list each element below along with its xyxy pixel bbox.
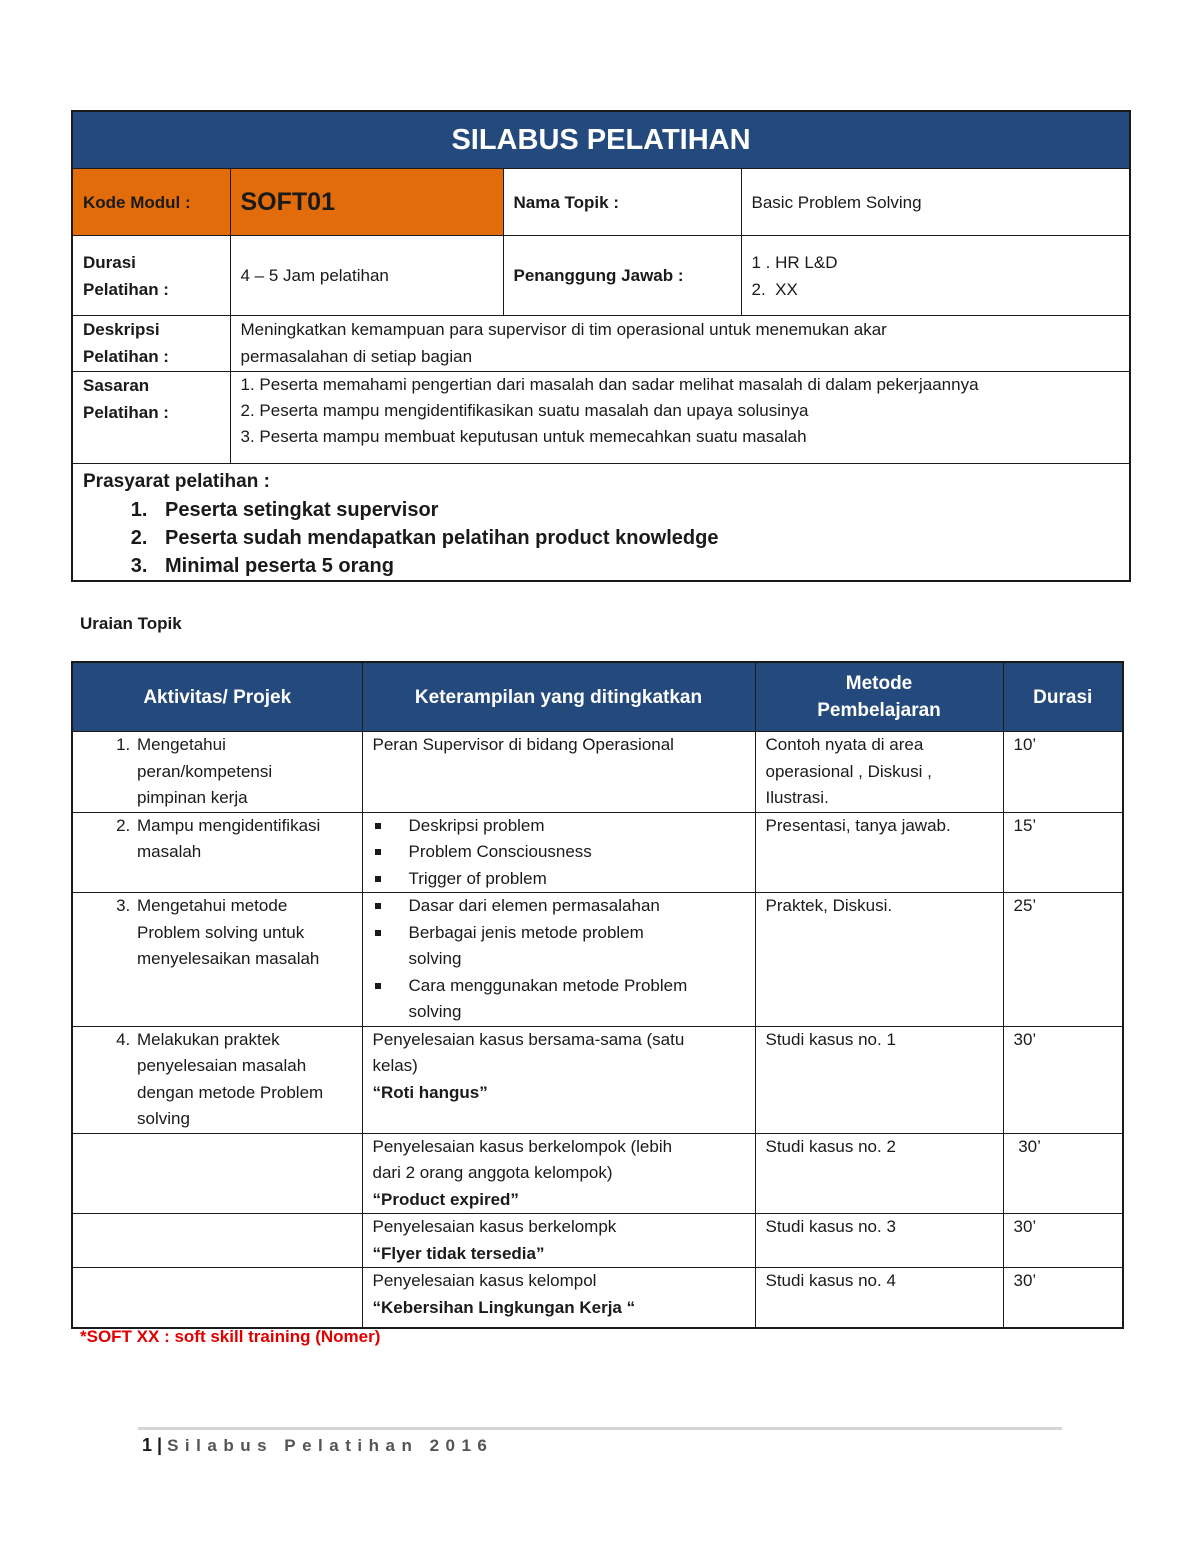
page-number: 1 |: [142, 1435, 163, 1455]
target-label: [72, 372, 230, 464]
prerequisite-item: 2. Peserta sudah mendapatkan pelatihan product knowledge: [153, 524, 1119, 552]
skills-line: Penyelesaian kasus kelompol: [372, 1271, 597, 1290]
skills-cell: [362, 1133, 755, 1214]
method-line: Ilustrasi.: [765, 788, 829, 807]
activity-line: Mengetahui metode: [137, 896, 288, 915]
activity-item: [135, 1027, 352, 1133]
skills-line: dari 2 orang anggota kelompok): [372, 1163, 613, 1182]
skills-cell: [362, 1214, 755, 1268]
prerequisite-item: 3. Minimal peserta 5 orang: [153, 552, 1119, 580]
target-item: 2. Peserta mampu mengidentifikasikan suatu masalah dan upaya solusinya: [240, 401, 809, 420]
skills-cell: [362, 732, 755, 813]
case-title: “Kebersihan Lingkungan Kerja “: [372, 1297, 636, 1317]
topic-table-header: [72, 662, 1123, 732]
responsible-item: 1 . HR L&D: [751, 252, 838, 272]
activity-line: menyelesaikan masalah: [137, 949, 320, 968]
method-line: Contoh nyata di area: [765, 735, 924, 754]
activity-line: Mengetahui: [137, 735, 226, 754]
skills-line: Peran Supervisor di bidang Operasional: [372, 735, 674, 754]
target-item: 1. Peserta memahami pengertian dari masalah dan sadar melihat masalah di dalam pekerjaannya: [240, 375, 979, 394]
activity-cell: [72, 1026, 362, 1133]
module-code-label: Kode Modul :: [72, 169, 230, 236]
skill-line: Dasar dari elemen permasalahan: [408, 896, 660, 915]
responsible-item: 2. XX: [751, 279, 798, 299]
target-label-line: Sasaran: [83, 376, 150, 395]
method-cell: [755, 812, 1003, 893]
duration-cell: 30’: [1003, 1133, 1123, 1214]
skill-item: [409, 893, 745, 920]
case-title: “Roti hangus”: [372, 1082, 488, 1102]
skills-cell: [362, 1026, 755, 1133]
header-duration: Durasi: [1003, 662, 1123, 732]
case-title: “Product expired”: [372, 1189, 519, 1209]
section-title: Uraian Topik: [80, 614, 182, 633]
skills-line: Penyelesaian kasus bersama-sama (satu: [372, 1029, 685, 1049]
activity-line: Problem solving untuk: [137, 922, 305, 942]
description-line: permasalahan di setiap bagian: [240, 347, 473, 366]
activity-list: [83, 813, 352, 866]
duration-label-line: Durasi: [83, 252, 136, 272]
activity-item: [135, 893, 352, 973]
target-list: [230, 372, 1130, 464]
topic-table: [71, 661, 1124, 1329]
header-method-line: Pembelajaran: [817, 700, 941, 721]
skill-line: solving: [408, 1002, 462, 1021]
activity-cell: [72, 732, 362, 813]
description-label: [72, 316, 230, 372]
duration-label-line: Pelatihan :: [83, 279, 169, 299]
activity-line: dengan metode Problem: [137, 1082, 324, 1102]
table-row: [72, 1026, 1123, 1133]
method-cell: [755, 1026, 1003, 1133]
case-title: “Flyer tidak tersedia”: [372, 1243, 545, 1263]
activity-cell: [72, 893, 362, 1027]
skills-cell: [362, 893, 755, 1027]
method-line: Studi kasus no. 3: [765, 1217, 896, 1236]
activity-list: [83, 732, 352, 812]
method-line: Studi kasus no. 4: [765, 1271, 896, 1290]
method-line: Praktek, Diskusi.: [765, 896, 893, 915]
duration-label: [72, 236, 230, 316]
description-label-line: Deskripsi: [83, 320, 160, 339]
topic-name-label: Nama Topik :: [503, 169, 741, 236]
method-line: Studi kasus no. 1: [765, 1029, 896, 1049]
module-code: SOFT01: [230, 169, 503, 236]
target-label-line: Pelatihan :: [83, 403, 169, 422]
method-line: operasional , Diskusi ,: [765, 761, 932, 781]
description-value: [230, 316, 1130, 372]
method-cell: [755, 893, 1003, 1027]
skills-line: Penyelesaian kasus berkelompok (lebih: [372, 1136, 673, 1156]
method-line: Presentasi, tanya jawab.: [765, 815, 951, 835]
skills-cell: [362, 812, 755, 893]
table-row: [72, 812, 1123, 893]
skill-line: Berbagai jenis metode problem: [408, 922, 644, 942]
prerequisite-list: [83, 496, 1119, 580]
activity-line: Melakukan praktek: [137, 1029, 280, 1049]
activity-cell: [72, 1268, 362, 1328]
skills-list: [373, 813, 745, 893]
activity-cell: [72, 1133, 362, 1214]
responsible-value: [741, 236, 1130, 316]
method-line: Studi kasus no. 2: [765, 1136, 896, 1156]
prerequisite-section: [72, 464, 1130, 582]
activity-item: [135, 732, 352, 812]
description-label-line: Pelatihan :: [83, 347, 169, 366]
skills-cell: [362, 1268, 755, 1328]
prerequisite-label: Prasyarat pelatihan :: [83, 471, 270, 492]
header-method-line: Metode: [845, 673, 913, 694]
table-row: [72, 1133, 1123, 1214]
skills-list: [373, 893, 745, 1026]
page-footer: [142, 1435, 493, 1456]
description-line: Meningkatkan kemampuan para supervisor di tim operasional untuk menemukan akar: [240, 320, 887, 339]
skill-item: [409, 920, 745, 973]
method-cell: [755, 1133, 1003, 1214]
duration-cell: 15’: [1003, 812, 1123, 893]
activity-line: solving: [137, 1109, 190, 1128]
table-row: [72, 1214, 1123, 1268]
duration-cell: 30’: [1003, 1026, 1123, 1133]
skill-item: [409, 973, 745, 1026]
duration-cell: 10’: [1003, 732, 1123, 813]
activity-line: masalah: [137, 842, 202, 861]
skill-item: Problem Consciousness: [409, 839, 745, 866]
skill-item: Deskripsi problem: [409, 813, 745, 840]
skill-line: solving: [408, 949, 462, 968]
responsible-label: Penanggung Jawab :: [503, 236, 741, 316]
activity-line: pimpinan kerja: [137, 788, 248, 807]
footer-divider: [138, 1427, 1062, 1430]
header-skills: Keterampilan yang ditingkatkan: [362, 662, 755, 732]
activity-cell: [72, 1214, 362, 1268]
method-cell: [755, 1268, 1003, 1328]
duration-cell: 25’: [1003, 893, 1123, 1027]
skill-item: Trigger of problem: [409, 866, 745, 893]
syllabus-title: SILABUS PELATIHAN: [72, 111, 1130, 169]
skill-line: Cara menggunakan metode Problem: [408, 975, 688, 995]
target-item: 3. Peserta mampu membuat keputusan untuk memecahkan suatu masalah: [240, 427, 807, 446]
activity-list: [83, 893, 352, 973]
skills-line: kelas): [372, 1056, 418, 1075]
activity-item: [135, 813, 352, 866]
table-row: [72, 893, 1123, 1027]
skills-line: Penyelesaian kasus berkelompk: [372, 1217, 617, 1236]
header-method: [755, 662, 1003, 732]
activity-cell: [72, 812, 362, 893]
activity-line: Mampu mengidentifikasi: [137, 815, 321, 835]
header-activity: Aktivitas/ Projek: [72, 662, 362, 732]
activity-line: penyelesaian masalah: [137, 1056, 307, 1075]
method-cell: [755, 732, 1003, 813]
method-cell: [755, 1214, 1003, 1268]
footnote: *SOFT XX : soft skill training (Nomer): [80, 1327, 381, 1346]
activity-list: [83, 1027, 352, 1133]
syllabus-table: [71, 110, 1131, 582]
table-row: [72, 1268, 1123, 1328]
duration-value: 4 – 5 Jam pelatihan: [230, 236, 503, 316]
duration-cell: 30’: [1003, 1214, 1123, 1268]
prerequisite-item: 1. Peserta setingkat supervisor: [153, 496, 1119, 524]
topic-name: Basic Problem Solving: [741, 169, 1130, 236]
footer-text: Silabus Pelatihan 2016: [167, 1436, 494, 1455]
activity-line: peran/kompetensi: [137, 761, 273, 781]
duration-cell: 30’: [1003, 1268, 1123, 1328]
table-row: [72, 732, 1123, 813]
